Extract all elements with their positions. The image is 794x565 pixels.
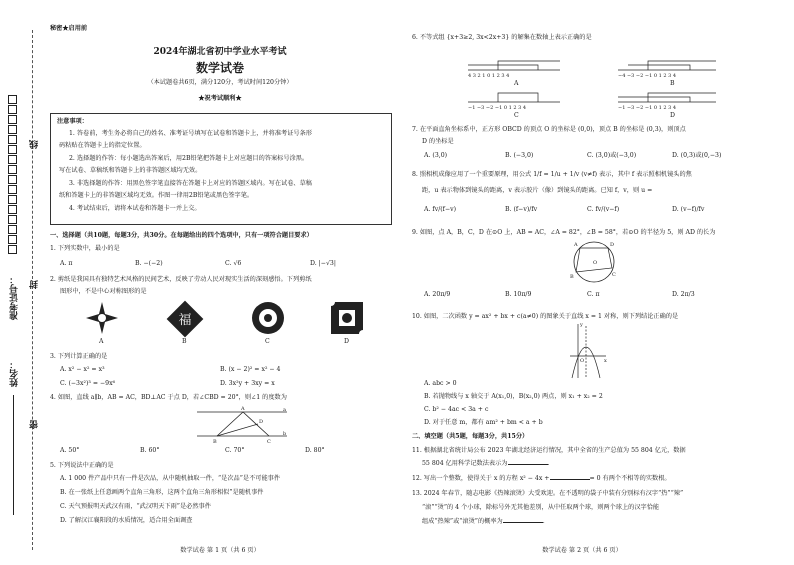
q9-circle-figure — [570, 238, 620, 286]
q13-line-3: 组成“热辣”或“滚烫”的概率为 . — [422, 518, 545, 525]
q10-stem: 10. 如图，二次函数 y = ax² + bx + c(a≠0) 的图象关于直线 x = 1 对称，则下列结论正确的是 — [412, 313, 679, 320]
q5-option-d: D. 了解汉江襄阳段的水质情况，适合用全面调查 — [60, 517, 193, 524]
q8-option-c: C. fv/(v−f) — [587, 206, 620, 213]
q12-line — [412, 474, 671, 483]
q9-option-d: D. 2π/3 — [672, 291, 695, 298]
q3-option-a: A. x² − x² = x³ — [60, 366, 105, 373]
q9-option-a: A. 20π/9 — [424, 291, 451, 298]
q3-stem: 3. 下列计算正确的是 — [50, 353, 108, 360]
q11-line-2: 55 804 亿用科学记数法表示为 . — [422, 460, 550, 467]
secret-label: 秘密★启用前 — [50, 25, 88, 32]
svg-text:D: D — [610, 242, 615, 248]
exam-number-label: 准考证号： — [10, 275, 20, 320]
notice-box — [50, 113, 392, 225]
name-label: 姓名： — [10, 360, 20, 387]
notice-line: 写在试卷、草稿纸和答题卡上的非答题区域均无效。 — [59, 167, 202, 174]
q6-label-a: A — [514, 80, 519, 87]
fu-character: 福 — [178, 313, 192, 328]
q5-stem: 5. 下列说法中正确的是 — [50, 462, 114, 469]
q9-stem: 9. 如图，点 A，B，C，D 在⊙O 上，AB = AC，∠A = 82°，∠B = 58°，若⊙O 的半径为 5，则 AD 的长为 — [412, 229, 716, 236]
q10-option-c: C. b² − 4ac < 3a + c — [424, 406, 489, 413]
q10-option-a: A. abc > 0 — [424, 380, 457, 387]
svg-text:x: x — [604, 358, 607, 364]
q3-option-c: C. (−3x²)³ = −9x⁶ — [60, 380, 116, 387]
q2-label-b: B — [182, 338, 187, 345]
papercut-d-square — [328, 299, 366, 337]
notice-line: 3. 非选择题的作答：用黑色签字笔直接答在答题卡上对应的答题区域内。写在试卷、草稿 — [69, 180, 312, 187]
q8-option-a: A. fv/(f−v) — [424, 206, 457, 213]
q7-option-c: C. (3,0)或(−3,0) — [587, 152, 637, 159]
svg-text:O: O — [580, 358, 585, 364]
page-footer-right: 数学试卷 第 2 页（共 6 页） — [542, 547, 622, 554]
q4-figure — [195, 406, 290, 444]
q5-option-b: B. 在一张纸上任意画两个直角三角形，这两个直角三角形相似”是随机事件 — [60, 489, 264, 496]
subject-title: 数学试卷 — [195, 61, 244, 75]
q6-label-b: B — [670, 80, 675, 87]
q9-option-b: B. 10π/9 — [505, 291, 532, 298]
q3-option-d: D. 3x²y + 3xy = x — [220, 380, 275, 387]
svg-text:A: A — [574, 242, 578, 248]
svg-text:B: B — [213, 439, 217, 445]
q4-option-d: D. 80° — [305, 447, 325, 454]
svg-text:−1 −3 −2 −1 0 1 2 3 4: −1 −3 −2 −1 0 1 2 3 4 — [618, 105, 677, 111]
q4-option-a: A. 50° — [60, 447, 80, 454]
q4-stem: 4. 如图，直线 a∥b，AB = AC，BD⊥AC 于点 D，若∠CBD = 20°，则∠1 的度数为 — [50, 394, 287, 401]
exam-title: 2024年湖北省初中学业水平考试 — [153, 47, 287, 57]
svg-text:C: C — [612, 272, 616, 278]
page-footer-left: 数学试卷 第 1 页（共 6 页） — [180, 547, 260, 554]
seal-char-line: 线 — [30, 140, 40, 149]
q5-option-c: C. 天气预报明天武汉有雨，“武汉明天下雨”是必然事件 — [60, 503, 211, 510]
q7-option-d: D. (0,3)或(0,−3) — [672, 152, 722, 159]
svg-text:a: a — [283, 407, 286, 413]
q8-option-b: B. (f−v)/fv — [505, 206, 538, 213]
q13-answer-blank[interactable] — [503, 522, 543, 523]
q2-stem-2: 图形中，不是中心对称图形的是 — [60, 288, 147, 295]
svg-text:D: D — [259, 419, 264, 425]
q1-stem: 1. 下列实数中，最小的是 — [50, 245, 120, 252]
good-luck: ★祝考试顺利★ — [198, 95, 242, 102]
q1-option-c: C. √6 — [225, 260, 242, 267]
q7-option-b: B. (−3,0) — [505, 152, 534, 159]
q6-stem: 6. 不等式组 {x+3≥2, 3x<2x+3} 的解集在数轴上表示正确的是 — [412, 34, 592, 41]
q11-text: 55 804 亿用科学记数法表示为 — [422, 460, 508, 467]
q12-answer-blank[interactable] — [550, 479, 590, 480]
q10-option-d: D. 对于任意 m，都有 am² + bm < a + b — [424, 419, 543, 426]
notice-line: 1. 答卷前，考生务必将自己的姓名、准考证号填写在试卷和答题卡上，并将准考证号条形 — [69, 130, 312, 137]
q12-text-2: = 0 有两个不相等的实数根。 — [589, 475, 671, 482]
q6-number-lines — [468, 56, 768, 120]
q8-stem-2: 距，u 表示物体到镜头的距离，v 表示胶片（像）到镜头的距离。已知 f，v，则 u = — [422, 187, 653, 194]
notice-line: 码粘贴在答题卡上的指定位置。 — [59, 142, 146, 149]
q7-option-a: A. (3,0) — [424, 152, 448, 159]
exam-info: （本试题卷共6页，满分120分，考试时间120分钟） — [147, 79, 293, 86]
q4-option-c: C. 70° — [225, 447, 245, 454]
q13-line-1: 13. 2024 年春节，随志电影《热辣滚烫》大受欢迎。在不透明的袋子中装有分别标有汉字“热”“辣” — [412, 490, 684, 497]
q8-stem: 8. 照相机成像应用了一个重要原理，用公式 1/f = 1/u + 1/v (v≠f) 表示，其中 f 表示照相机镜头的焦 — [412, 171, 692, 178]
q10-parabola-figure — [568, 322, 608, 380]
q12-text-1: 12. 写出一个整数，使得关于 x 的方程 x² − 4x + — [412, 475, 550, 482]
binding-margin — [0, 0, 44, 565]
notice-line: 纸和答题卡上的非答题区域均无效。作图一律用2B铅笔或黑色签字笔。 — [59, 192, 254, 199]
q4-option-b: B. 60° — [140, 447, 160, 454]
q1-option-a: A. π — [60, 260, 73, 267]
svg-text:A: A — [241, 406, 245, 412]
svg-text:−1 −3 −2 −1 0 1 2 3 4: −1 −3 −2 −1 0 1 2 3 4 — [468, 105, 527, 111]
q6-label-c: C — [514, 112, 519, 119]
notice-title: 注意事项： — [57, 118, 88, 125]
q1-option-d: D. |−√3| — [310, 260, 336, 267]
q2-label-a: A — [99, 338, 104, 345]
q5-option-a: A. 1 000 件产品中只有一件是次品，从中随机抽取一件，“是次品”是不可能事件 — [60, 475, 281, 482]
q6-label-d: D — [670, 112, 675, 119]
section-fill-title: 二、填空题（共5题，每题3分，共15分） — [412, 433, 529, 440]
q7-stem: 7. 在平面直角坐标系中，正方形 OBCD 的顶点 O 的坐标是 (0,0)，顶点 B 的坐标是 (0,3)，则顶点 — [412, 126, 686, 133]
q2-label-c: C — [265, 338, 270, 345]
svg-text:O: O — [593, 260, 598, 266]
notice-line: 2. 选择题的作答：每小题选出答案后，用2B铅笔把答题卡上对应题目的答案标号涂黑。 — [69, 155, 309, 162]
papercut-c-circle — [250, 300, 286, 336]
q1-option-b: B. −(−2) — [135, 260, 163, 267]
svg-text:b: b — [283, 431, 287, 437]
section-choice-title: 一、选择题（共10题，每题3分，共30分。在每题给出的四个选项中，只有一项符合题目要求） — [50, 232, 313, 239]
svg-text:−4 −3 −2 −1 0 1 2 3 4: −4 −3 −2 −1 0 1 2 3 4 — [618, 73, 677, 79]
q10-option-b: B. 若抛物线与 x 轴交于 A(x₁,0)，B(x₂,0) 两点，则 x₁ + x₂ = 2 — [424, 393, 603, 400]
papercut-a-snowflake — [84, 300, 120, 336]
svg-text:4 3 2 1 0 1 2 3 4: 4 3 2 1 0 1 2 3 4 — [468, 73, 510, 79]
svg-text:C: C — [267, 439, 271, 445]
seal-char-secret: 密 — [30, 420, 40, 429]
q8-option-d: D. (v−f)/fv — [672, 206, 705, 213]
name-field — [13, 395, 15, 515]
q3-option-b: B. (x − 2)² = x² − 4 — [220, 366, 281, 373]
q11-answer-blank[interactable] — [508, 464, 548, 465]
q2-label-d: D — [344, 338, 349, 345]
q13-text: 组成“热辣”或“滚烫”的概率为 — [422, 518, 503, 525]
svg-text:B: B — [570, 274, 574, 280]
q13-line-2: “滚”“烫”的 4 个小球，除标号外无其他差别，从中任取两个球，则两个球上的汉字恰能 — [422, 504, 660, 511]
notice-line: 4. 考试结束后，请将本试卷和答题卡一并上交。 — [69, 205, 201, 212]
q11-line-1: 11. 根据湖北省统计局公布 2023 年湖北经济运行情况，其中全省的生产总值为 55 804 亿元，数据 — [412, 447, 686, 454]
svg-text:y: y — [580, 322, 583, 328]
cut-line — [32, 30, 33, 550]
q9-option-c: C. π — [587, 291, 600, 298]
seal-char-seal: 封 — [30, 280, 40, 289]
q7-stem-2: D 的坐标是 — [422, 138, 454, 145]
papercut-b-fu — [166, 300, 204, 338]
q2-stem: 2. 剪纸是我国具有独特艺术风格的民间艺术，反映了劳动人民对现实生活的深刻感悟。下列剪纸 — [50, 276, 312, 283]
